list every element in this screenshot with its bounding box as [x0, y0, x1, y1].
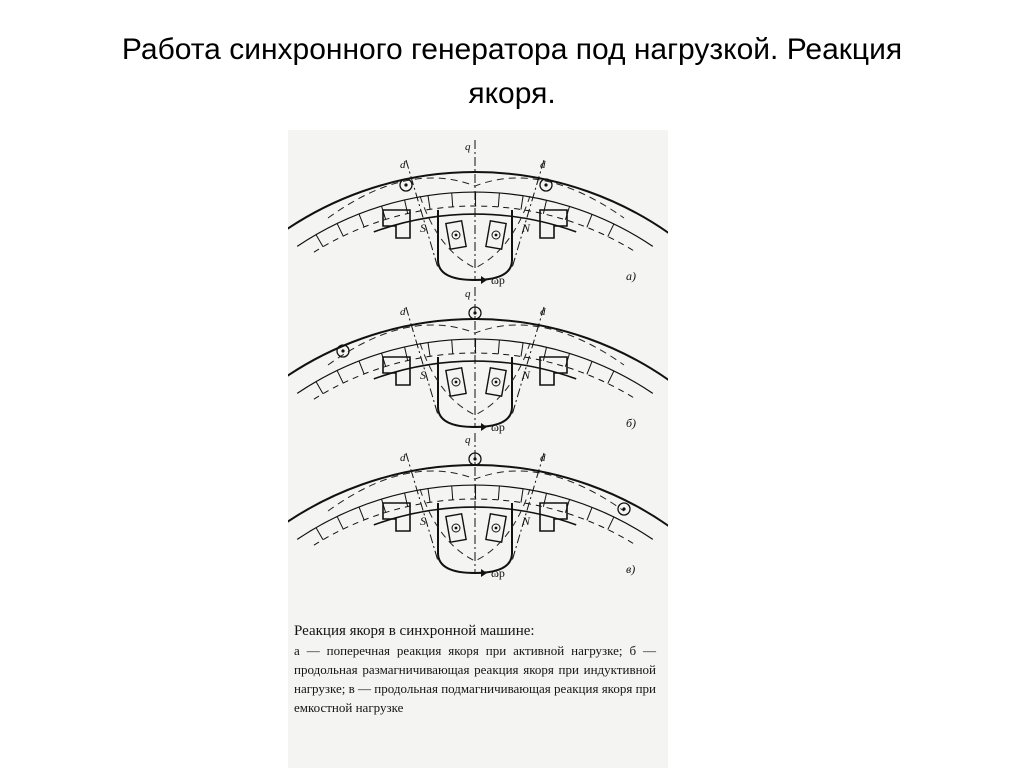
caption-body: а — поперечная реакция якоря при активной нагрузке; б — продольная размагничивающая реакция якоря при индуктивной нагрузке; в — продольная подмагничивающая реакция якоря при емкостной нагрузке	[294, 643, 656, 715]
stator-tooth	[521, 343, 523, 357]
stator-tooth	[587, 507, 592, 520]
stator-conductor-dot	[622, 507, 625, 510]
stator-tooth	[608, 224, 614, 237]
stator-conductor-dot	[544, 183, 547, 186]
stator-tooth	[428, 342, 430, 356]
stator-tooth	[587, 214, 592, 227]
panel-label: в)	[626, 562, 636, 576]
panel-label: а)	[626, 269, 636, 283]
pole-n-label: N	[522, 221, 531, 235]
stator-tooth	[337, 223, 343, 236]
rotation-arrow-head	[481, 276, 487, 284]
slide-title-line-1: Работа синхронного генератора под нагрузкой. Реакция	[121, 33, 903, 66]
stator-tooth	[316, 528, 323, 540]
stator-tooth	[337, 516, 343, 529]
conductor-dot	[495, 234, 498, 237]
q-axis-label: q	[465, 141, 471, 153]
rotation-arrow-head	[481, 423, 487, 431]
stator-conductor-dot	[341, 349, 344, 352]
conductor-dot	[455, 381, 458, 384]
stator-conductor-dot	[473, 311, 476, 314]
q-axis-label: q	[465, 288, 471, 300]
pole-s-label: S	[420, 221, 426, 235]
stator-tooth	[359, 214, 364, 227]
conductor-dot	[495, 381, 498, 384]
stator-tooth	[316, 235, 323, 247]
rotation-arrow-head	[481, 569, 487, 577]
stator-tooth	[498, 193, 499, 207]
stator-outer-arc	[288, 465, 668, 537]
panel-2	[288, 287, 668, 434]
stator-tooth	[428, 488, 430, 502]
stator-tooth	[452, 486, 453, 500]
rotation-label: ωр	[491, 420, 505, 434]
conductor-dot	[495, 527, 498, 530]
pole-n-label: N	[522, 514, 531, 528]
stator-tooth	[405, 200, 408, 214]
stator-tooth	[608, 371, 614, 384]
stator-tooth	[405, 493, 408, 507]
figure-caption	[294, 622, 656, 717]
stator-tooth	[543, 493, 546, 507]
conductor-dot	[455, 527, 458, 530]
stator-tooth	[337, 370, 343, 383]
d-axis-label-right: d	[540, 159, 546, 171]
stator-tooth	[405, 347, 408, 361]
pole-n-label: N	[522, 368, 531, 382]
stator-tooth	[498, 340, 499, 354]
stator-tooth	[587, 361, 592, 374]
stator-tooth	[359, 361, 364, 374]
panel-1	[288, 140, 668, 287]
slide-title-line-2: якоря.	[468, 77, 556, 110]
pole-s-label: S	[420, 368, 426, 382]
stator-outer-arc	[288, 319, 668, 391]
d-axis-label-left: d	[400, 159, 406, 171]
stator-tooth	[428, 195, 430, 209]
caption-heading-text: Реакция якоря в синхронной машине:	[294, 623, 535, 639]
conductor-dot	[455, 234, 458, 237]
pole-s-label: S	[420, 514, 426, 528]
rotation-label: ωр	[491, 273, 505, 287]
rotation-label: ωр	[491, 566, 505, 580]
d-axis-label-right: d	[540, 452, 546, 464]
stator-tooth	[521, 196, 523, 210]
stator-tooth	[452, 193, 453, 207]
caption-heading	[294, 622, 656, 641]
q-axis-label: q	[465, 434, 471, 446]
stator-tooth	[543, 347, 546, 361]
stator-tooth	[521, 489, 523, 503]
stator-tooth	[452, 340, 453, 354]
stator-conductor-dot	[404, 183, 407, 186]
panel-label: б)	[626, 416, 637, 430]
stator-tooth	[608, 517, 614, 530]
stator-tooth	[543, 200, 546, 214]
stator-outer-arc	[288, 172, 668, 244]
stator-tooth	[316, 382, 323, 394]
stator-tooth	[498, 486, 499, 500]
d-axis-label-left: d	[400, 452, 406, 464]
d-axis-label-right: d	[540, 306, 546, 318]
panel-3	[288, 433, 668, 580]
slide-title	[40, 28, 984, 116]
figure-drawing	[288, 130, 668, 620]
d-axis-label-left: d	[400, 306, 406, 318]
stator-conductor-dot	[473, 457, 476, 460]
stator-tooth	[359, 507, 364, 520]
